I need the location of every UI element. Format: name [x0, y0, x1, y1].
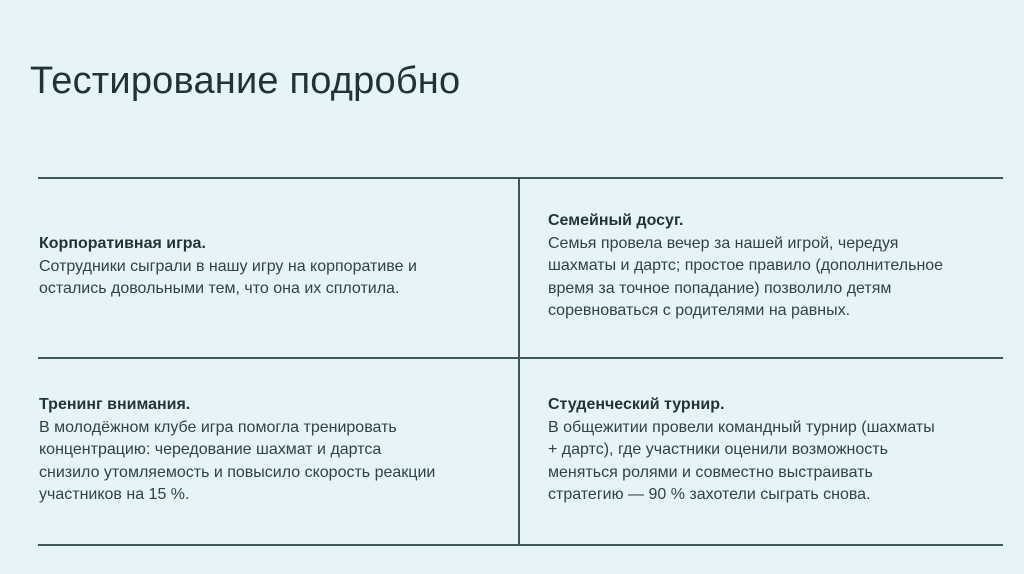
case-text-line: Сотрудники сыграли в нашу игру на корпоративе и	[39, 257, 417, 275]
divider-vertical	[518, 177, 520, 544]
case-text-line: концентрацию: чередование шахмат и дартса	[39, 441, 382, 458]
case-heading: Корпоративная игра.	[39, 235, 206, 252]
divider-bottom	[38, 544, 1003, 546]
case-text-line: стратегию — 90 % захотели сыграть снова.	[548, 486, 871, 503]
case-heading: Семейный досуг.	[548, 212, 684, 229]
case-corporate-game	[39, 233, 499, 301]
divider-top	[38, 177, 1003, 179]
case-text-line: + дартс), где участники оценили возможность	[548, 441, 888, 458]
case-text-line: участников на 15 %.	[39, 486, 190, 503]
case-heading: Тренинг внимания.	[39, 396, 191, 413]
case-attention-training	[39, 394, 499, 507]
case-text-line: снизило утомляемость и повысило скорость реакции	[39, 463, 436, 481]
case-text-line: меняться ролями и совместно выстраивать	[548, 463, 873, 481]
case-text-line: время за точное попадание) позволило детям	[548, 279, 892, 297]
case-text-line: шахматы и дартс; простое правило (дополнительное	[548, 257, 944, 274]
case-student-tournament	[548, 394, 998, 507]
case-text-line: Семья провела вечер за нашей игрой, чередуя	[548, 234, 899, 252]
case-text-line: В молодёжном клубе игра помогла тренировать	[39, 418, 397, 436]
case-text-line: остались довольными тем, что она их сплотила.	[39, 280, 400, 297]
case-family-leisure	[548, 210, 988, 323]
case-heading: Студенческий турнир.	[548, 396, 725, 413]
case-text-line: соревноваться с родителями на равных.	[548, 302, 851, 319]
page-title: Тестирование подробно	[30, 60, 461, 102]
divider-middle	[38, 357, 1003, 359]
case-text-line: В общежитии провели командный турнир (шахматы	[548, 418, 935, 436]
